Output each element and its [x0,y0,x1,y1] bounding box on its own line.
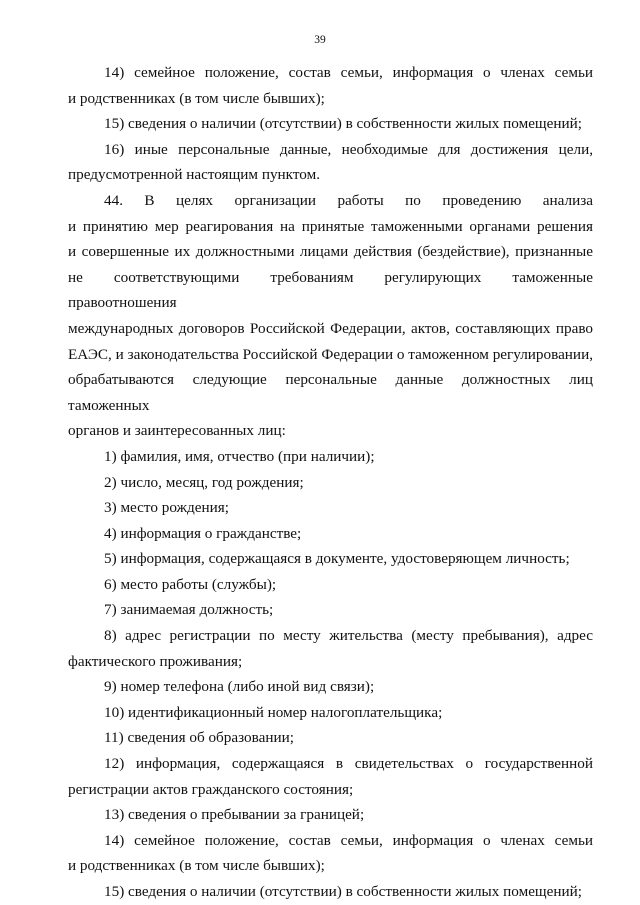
paragraph-p44 [68,188,593,444]
text-line: и совершенные их должностными лицами действия (бездействие), признанные [68,243,593,261]
text-line: 9) номер телефона (либо иной вид связи); [104,678,375,696]
text-line: 14) семейное положение, состав семьи, информация о членах семьи [104,64,593,81]
paragraph-i4 [68,521,593,547]
text-line: ЕАЭС, и законодательства Российской Федерации о таможенном регулировании, [68,345,593,363]
text-line: обрабатываются следующие персональные данные должностных лиц таможенных [68,371,593,414]
paragraph-p14a [68,60,593,111]
text-line: предусмотренной настоящим пунктом. [68,166,321,184]
paragraph-i1 [68,444,593,470]
text-line: 2) число, месяц, год рождения; [104,473,304,491]
page-number: 39 [314,34,326,46]
paragraph-i10 [68,700,593,726]
text-line: органов и заинтересованных лиц: [68,422,286,440]
text-line: 16) иные персональные данные, необходимые для достижения цели, [104,140,593,158]
text-line: 1) фамилия, имя, отчество (при наличии); [104,447,375,465]
text-line: 44. В целях организации работы по проведению анализа [104,191,593,209]
text-line: международных договоров Российской Федерации, актов, составляющих право [68,319,593,337]
text-line: 3) место рождения; [104,499,229,517]
text-line: 7) занимаемая должность; [104,601,274,619]
text-line: и принятию мер реагирования на принятые таможенными органами решения [68,217,593,235]
paragraph-i3 [68,495,593,521]
text-line: 13) сведения о пребывании за границей; [104,806,365,824]
document-body [68,60,593,905]
text-line: 4) информация о гражданстве; [104,524,302,542]
paragraph-i2 [68,470,593,496]
text-line: 15) сведения о наличии (отсутствии) в собственности жилых помещений; [104,115,582,133]
paragraph-i11 [68,725,593,751]
text-line: и родственниках (в том числе бывших); [68,89,325,107]
text-line: 5) информация, содержащаяся в документе, удостоверяющем личность; [104,550,570,568]
text-line: фактического проживания; [68,652,243,670]
text-line: регистрации актов гражданского состояния; [68,780,354,798]
paragraph-p15a [68,111,593,137]
text-line: 6) место работы (службы); [104,575,277,593]
text-line: и родственниках (в том числе бывших); [68,857,325,875]
paragraph-i13 [68,802,593,828]
text-line: 11) сведения об образовании; [104,729,294,747]
paragraph-i9 [68,674,593,700]
paragraph-i12 [68,751,593,802]
paragraph-i6 [68,572,593,598]
paragraph-i14 [68,828,593,879]
paragraph-p16a [68,137,593,188]
text-line: 14) семейное положение, состав семьи, информация о членах семьи [104,831,593,849]
paragraph-i5 [68,546,593,572]
paragraph-i7 [68,597,593,623]
paragraph-i8 [68,623,593,674]
text-line: 8) адрес регистрации по месту жительства (месту пребывания), адрес [104,627,593,645]
text-line: не соответствующими требованиям регулирующих таможенные правоотношения [68,268,593,312]
text-line: 12) информация, содержащаяся в свидетельствах о государственной [104,755,593,773]
text-line: 10) идентификационный номер налогоплательщика; [104,703,443,721]
text-line: 15) сведения о наличии (отсутствии) в собственности жилых помещений; [104,883,582,900]
